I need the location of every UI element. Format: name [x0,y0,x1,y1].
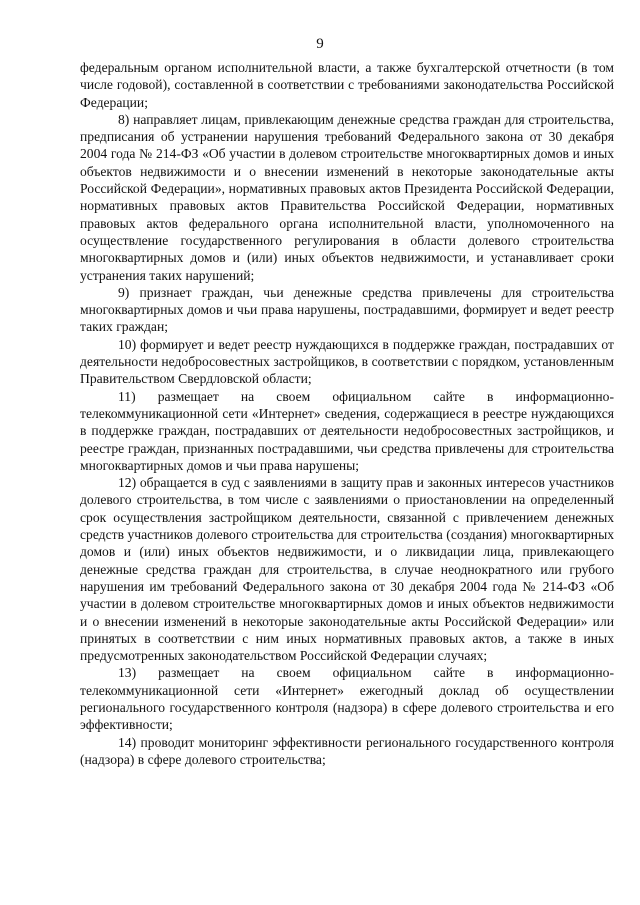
paragraph-item-14: 14) проводит мониторинг эффективности регионального государственного контроля (надзора) в сфере долевого строительства; [80,734,614,767]
paragraph-item-8: 8) направляет лицам, привлекающим денежные средства граждан для строительства, предписания об устранении нарушения требований Федерального закона от 30 декабря 2004 года № 214-ФЗ «Об участии в долевом строительстве многоквартирных домов и иных объектов недвижимости и о внесении изменений в некоторые законодательные акты Российской Федерации», нормативных правовых актов Президента Российской Федерации, нормативных правовых актов Правительства Российской Федерации, нормативных правовых актов федерального органа исполнительной власти, уполномоченного на осуществление государственного регулирования в области долевого строительства многоквартирных домов и (или) иных объектов недвижимости, и устанавливает сроки устранения таких нарушений; [80,111,614,283]
paragraph-item-9: 9) признает граждан, чьи денежные средства привлечены для строительства многоквартирных домов и чьи права нарушены, пострадавшими, формирует и ведет реестр таких граждан; [80,284,614,335]
paragraph-item-12: 12) обращается в суд с заявлениями в защиту прав и законных интересов участников долевого строительства, в том числе с заявлениями о приостановлении на определенный срок осуществления застройщиком деятельности, связанной с привлечением денежных средств участников долевого строительства для строительства (создания) многоквартирных домов и (или) иных объектов недвижимости, и о ликвидации лица, привлекающего денежные средства граждан для строительства, в случае неоднократного или грубого нарушения им требований Федерального закона от 30 декабря 2004 года № 214-ФЗ «Об участии в долевом строительстве многоквартирных домов и иных объектов недвижимости и о внесении изменений в некоторые законодательные акты Российской Федерации» или принятых в соответствии с ним иных нормативных правовых актов, а также в иных предусмотренных законодательством Российской Федерации случаях; [80,475,614,664]
paragraph-item-10: 10) формирует и ведет реестр нуждающихся в поддержке граждан, пострадавших от деятельности недобросовестных застройщиков, в соответствии с порядком, установленным Правительством Свердловской области; [80,336,614,387]
document-body [80,59,614,768]
paragraph-item-13: 13) размещает на своем официальном сайте в информационно-телекоммуникационной сети «Интернет» ежегодный доклад об осуществлении регионального государственного контроля (надзора) в сфере долевого строительства и его эффективности; [80,665,614,733]
page-number: 9 [316,36,324,52]
paragraph-item-11: 11) размещает на своем официальном сайте в информационно-телекоммуникационной сети «Интернет» сведения, содержащиеся в реестре нуждающихся в поддержке граждан, пострадавших от деятельности недобросовестных застройщиков, и реестре граждан, признанных пострадавшими, чьи средства привлечены для строительства многоквартирных домов и чьи права нарушены; [80,388,614,473]
paragraph-continuation: федеральным органом исполнительной власти, а также бухгалтерской отчетности (в том числе годовой), составленной в соответствии с требованиями законодательства Российской Федерации; [80,60,614,110]
